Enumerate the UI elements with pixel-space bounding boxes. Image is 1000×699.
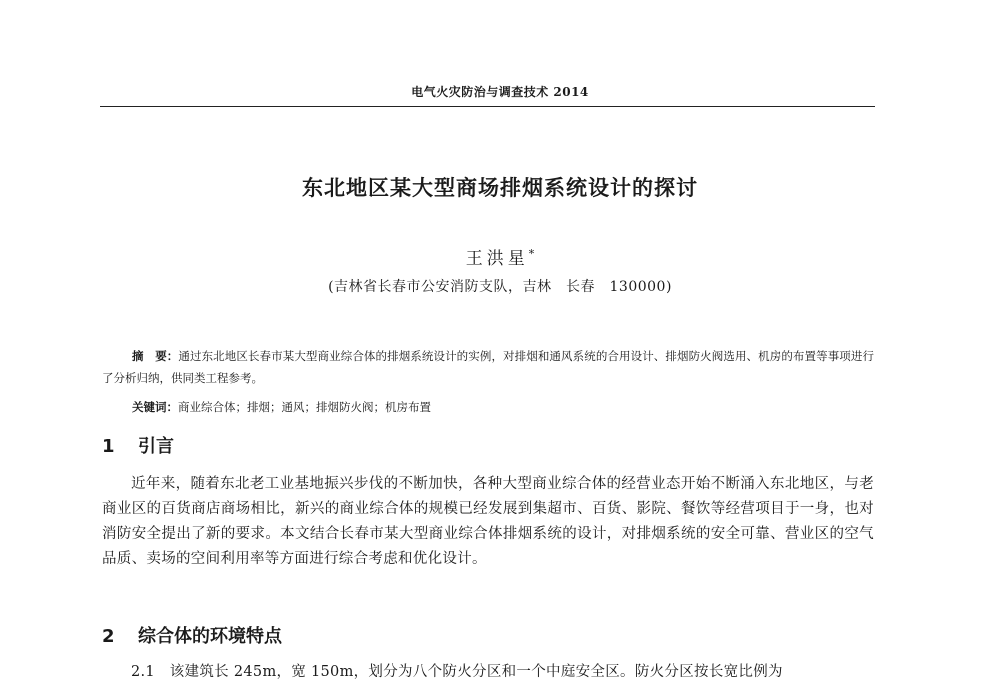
section-heading-introduction	[102, 436, 874, 458]
author-name: 王洪星	[465, 249, 529, 269]
section-number: 2	[102, 626, 115, 647]
section-title: 引言	[138, 436, 174, 457]
affiliation: (吉林省长春市公安消防支队，吉林 长春 130000)	[328, 279, 672, 295]
header-rule	[100, 106, 875, 107]
abstract-label: 摘 要：	[132, 349, 179, 363]
introduction-paragraph: 近年来，随着东北老工业基地振兴步伐的不断加快，各种大型商业综合体的经营业态开始不断涌入东北地区，与老商业区的百货商店商场相比，新兴的商业综合体的规模已经发展到集超市、百货、影院、餐饮等经营项目于一身，也对消防安全提出了新的要求。本文结合长春市某大型商业综合体排烟系统的设计，对排烟系统的安全可靠、营业区的空气品质、卖场的空间利用率等方面进行综合考虑和优化设计。	[102, 476, 874, 567]
section-heading-environment	[102, 626, 874, 648]
environment-paragraph: 2.1 该建筑长 245m，宽 150m，划分为八个防火分区和一个中庭安全区。防火分区按长宽比例为	[131, 664, 783, 680]
keywords-text: 商业综合体；排烟；通风；排烟防火阀；机房布置	[178, 400, 431, 414]
running-header: 电气火灾防治与调查技术 2014	[411, 85, 589, 99]
section-title: 综合体的环境特点	[138, 626, 282, 647]
paper-title: 东北地区某大型商场排烟系统设计的探讨	[302, 176, 698, 200]
author-footnote-mark: *	[528, 247, 535, 261]
abstract-text: 通过东北地区长春市某大型商业综合体的排烟系统设计的实例，对排烟和通风系统的合用设计、排烟防火阀选用、机房的布置等事项进行了分析归纳，供同类工程参考。	[102, 349, 875, 385]
keywords	[132, 398, 874, 416]
section-number: 1	[102, 436, 115, 457]
author	[0, 244, 1000, 269]
abstract	[102, 345, 874, 389]
keywords-label: 关键词：	[132, 400, 178, 414]
